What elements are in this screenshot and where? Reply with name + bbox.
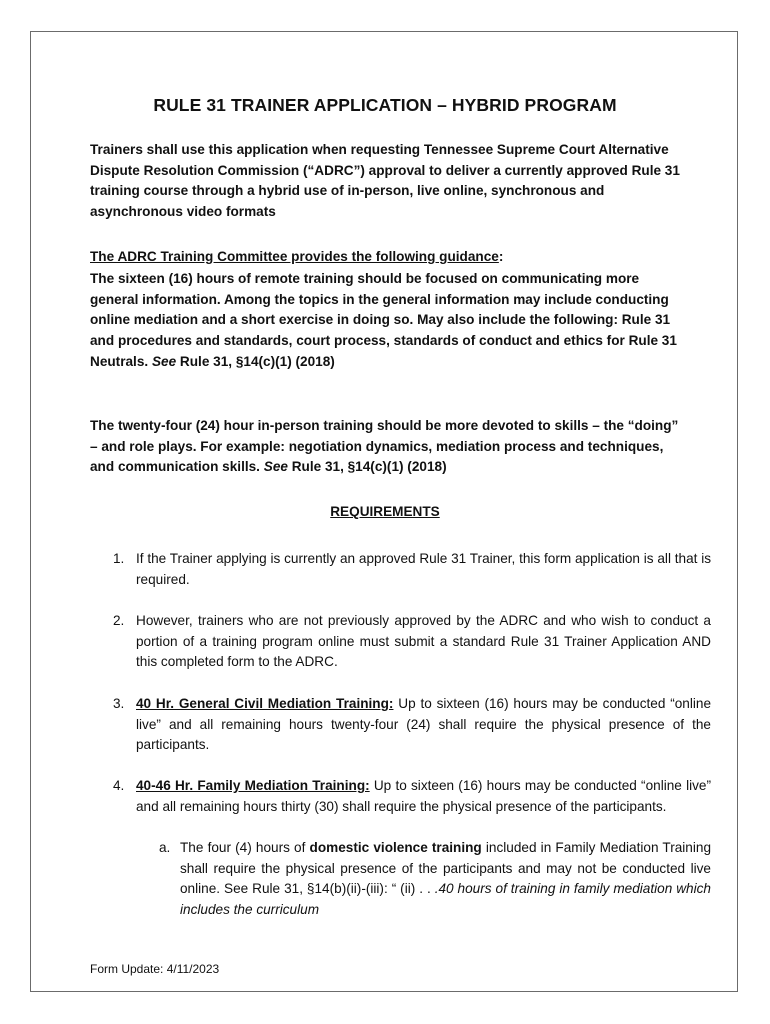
requirement-item-2	[113, 611, 711, 673]
inperson-text: The twenty-four (24) hour in-person training should be more devoted to skills – the “doing” – and role plays. For example: negotiation dynamics, mediation process and techniques, and communication skills.	[90, 418, 679, 475]
subitem-bold: domestic violence training	[309, 840, 482, 855]
item-label: 40 Hr. General Civil Mediation Training:	[136, 696, 394, 711]
guidance-text: The sixteen (16) hours of remote training should be focused on communicating more general information. Among the topics in the general information may include conducting online mediation and a short exercise in doing so. May also include the following: Rule 31 and procedures and standards, court process, standards of conduct and ethics for Rule 31 Neutrals.	[90, 271, 677, 369]
requirement-subitem-a	[159, 838, 711, 921]
inperson-see: See	[263, 459, 288, 475]
requirement-item-3	[113, 694, 711, 756]
document-page	[30, 31, 738, 992]
subitem-text-before: The four (4) hours of	[180, 840, 310, 855]
page-title: RULE 31 TRAINER APPLICATION – HYBRID PROGRAM	[153, 95, 617, 115]
item-number: 4.	[113, 778, 125, 793]
item-number: 1.	[113, 551, 125, 566]
intro-paragraph: Trainers shall use this application when requesting Tennessee Supreme Court Alternative Dispute Resolution Commission (“ADRC”) approval to deliver a currently approved Rule 31 training course through a hybrid use of in-person, live online, synchronous and asynchronous video formats	[90, 142, 680, 220]
item-number: 2.	[113, 613, 125, 628]
guidance-see: See	[151, 353, 177, 369]
subitem-text-wrapper	[180, 838, 711, 921]
guidance-heading-colon: :	[498, 249, 504, 264]
guidance-paragraph	[90, 269, 685, 373]
requirement-item-4	[113, 776, 711, 817]
item-label: 40-46 Hr. Family Mediation Training:	[136, 778, 370, 793]
item-text: Up to sixteen (16) hours may be conducted “online live” and all remaining hours thirty (30) shall require the physical presence of the participants.	[136, 778, 712, 814]
requirement-item-1	[113, 549, 711, 590]
item-text: However, trainers who are not previously approved by the ADRC and who wish to conduct a portion of a training program online must submit a standard Rule 31 Trainer Application AND this completed form to the ADRC.	[136, 613, 711, 670]
inperson-paragraph	[90, 416, 685, 478]
item-text: Up to sixteen (16) hours may be conducted “online live” and all remaining hours twenty-four (24) shall require the physical presence of the participants.	[136, 696, 711, 753]
inperson-citation: Rule 31, §14(c)(1) (2018)	[287, 459, 447, 475]
guidance-heading	[90, 247, 685, 268]
guidance-citation: Rule 31, §14(c)(1) (2018)	[176, 353, 335, 369]
requirements-heading: REQUIREMENTS	[330, 504, 440, 519]
item-number: 3.	[113, 696, 125, 711]
subitem-italic: .40 hours of training in family mediation which includes the curriculum	[180, 881, 711, 918]
subitem-text-after: included in Family Mediation Training shall require the physical presence of the participants and may not be conducted live online. See Rule 31, §14(b)(ii)-(iii): “ (ii) . .	[180, 840, 712, 897]
guidance-heading-text: The ADRC Training Committee provides the following guidance	[90, 249, 499, 264]
form-update-footer: Form Update: 4/11/2023	[90, 962, 220, 976]
subitem-letter: a.	[159, 840, 171, 855]
item-text: If the Trainer applying is currently an approved Rule 31 Trainer, this form application is all that is required.	[136, 551, 712, 587]
item-text-wrapper	[136, 776, 711, 817]
item-text-wrapper	[136, 694, 711, 756]
